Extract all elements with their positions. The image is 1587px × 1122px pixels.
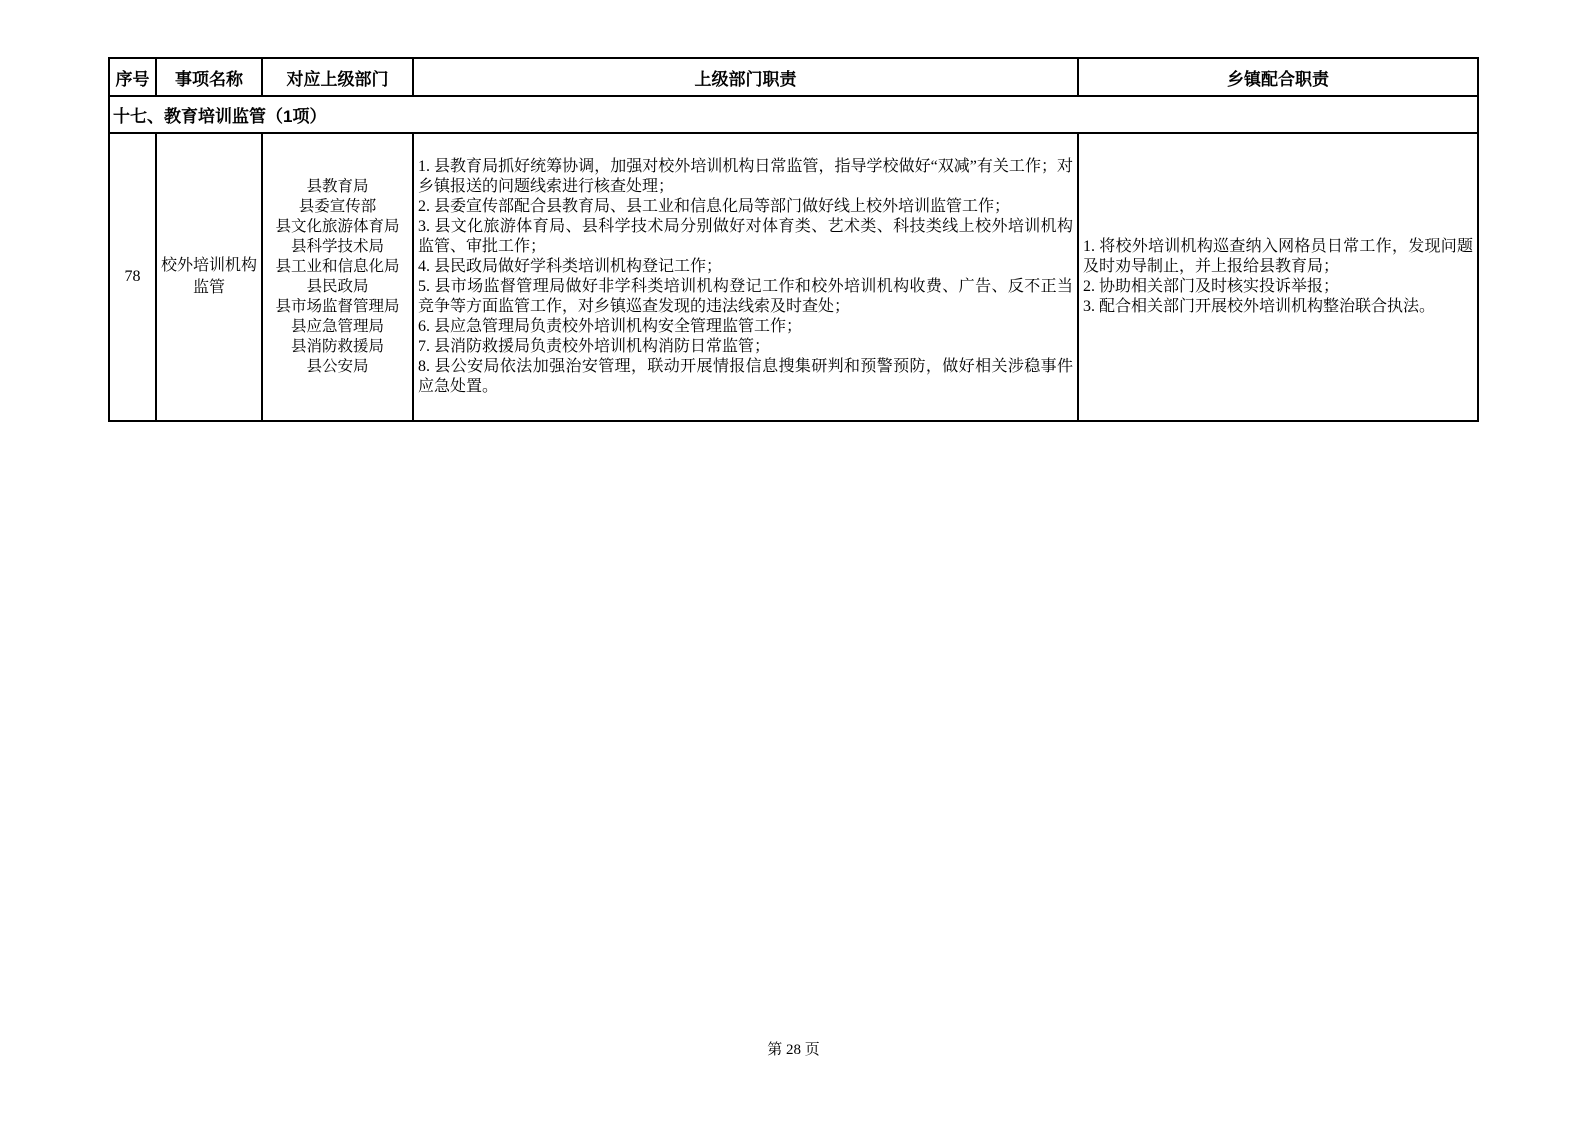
department-item: 县科学技术局 xyxy=(290,238,384,255)
table-header-row xyxy=(110,59,1477,95)
superior-duty-item: 8. 县公安局依法加强治安管理，联动开展情报信息搜集研判和预警预防，做好相关涉稳事件应急处置。 xyxy=(418,358,1073,395)
col-header-item-name: 事项名称 xyxy=(155,59,261,95)
department-item: 县公安局 xyxy=(306,358,369,375)
department-item: 县工业和信息化局 xyxy=(275,258,400,275)
township-duty-item: 3. 配合相关部门开展校外培训机构整治联合执法。 xyxy=(1083,298,1436,315)
page-number: 第 28 页 xyxy=(767,1042,820,1058)
responsibility-matrix-table xyxy=(108,57,1479,422)
col-header-seq: 序号 xyxy=(115,69,150,89)
section-title-row xyxy=(110,95,1477,132)
department-item: 县消防救援局 xyxy=(290,338,384,355)
department-item: 县教育局 xyxy=(306,178,369,195)
col-header-superior-duties: 上级部门职责 xyxy=(412,59,1077,95)
superior-duty-item: 6. 县应急管理局负责校外培训机构安全管理监管工作； xyxy=(418,318,803,335)
department-item: 县应急管理局 xyxy=(290,318,384,335)
superior-duty-item: 1. 县教育局抓好统筹协调，加强对校外培训机构日常监管，指导学校做好“双减”有关工作；对乡镇报送的问题线索进行核查处理； xyxy=(418,158,1073,195)
cell-item-name: 校外培训机构监管 xyxy=(155,134,261,420)
superior-duty-item: 7. 县消防救援局负责校外培训机构消防日常监管； xyxy=(418,338,771,355)
township-duty-item: 2. 协助相关部门及时核实投诉举报； xyxy=(1083,278,1340,295)
cell-township-duties xyxy=(1077,134,1477,420)
cell-seq-number: 78 xyxy=(124,268,141,285)
superior-duty-item: 4. 县民政局做好学科类培训机构登记工作； xyxy=(418,258,723,275)
col-header-township-duties: 乡镇配合职责 xyxy=(1077,59,1477,95)
department-item: 县民政局 xyxy=(306,278,369,295)
township-duty-item: 1. 将校外培训机构巡查纳入网格员日常工作，发现问题及时劝导制止，并上报给县教育局； xyxy=(1083,238,1473,275)
cell-superior-duties xyxy=(412,134,1077,420)
section-title: 十七、教育培训监管（1项） xyxy=(113,107,327,126)
table-row xyxy=(110,132,1477,420)
superior-duty-item: 3. 县文化旅游体育局、县科学技术局分别做好对体育类、艺术类、科技类线上校外培训机构监管、审批工作； xyxy=(418,218,1073,255)
cell-department-list xyxy=(261,134,412,420)
superior-duty-item: 2. 县委宣传部配合县教育局、县工业和信息化局等部门做好线上校外培训监管工作； xyxy=(418,198,1011,215)
department-item: 县委宣传部 xyxy=(298,198,377,215)
superior-duty-item: 5. 县市场监督管理局做好非学科类培训机构登记工作和校外培训机构收费、广告、反不正当竞争等方面监管工作，对乡镇巡查发现的违法线索及时查处； xyxy=(418,278,1073,315)
department-item: 县文化旅游体育局 xyxy=(275,218,400,235)
col-header-superior-departments: 对应上级部门 xyxy=(261,59,412,95)
department-item: 县市场监督管理局 xyxy=(275,298,400,315)
